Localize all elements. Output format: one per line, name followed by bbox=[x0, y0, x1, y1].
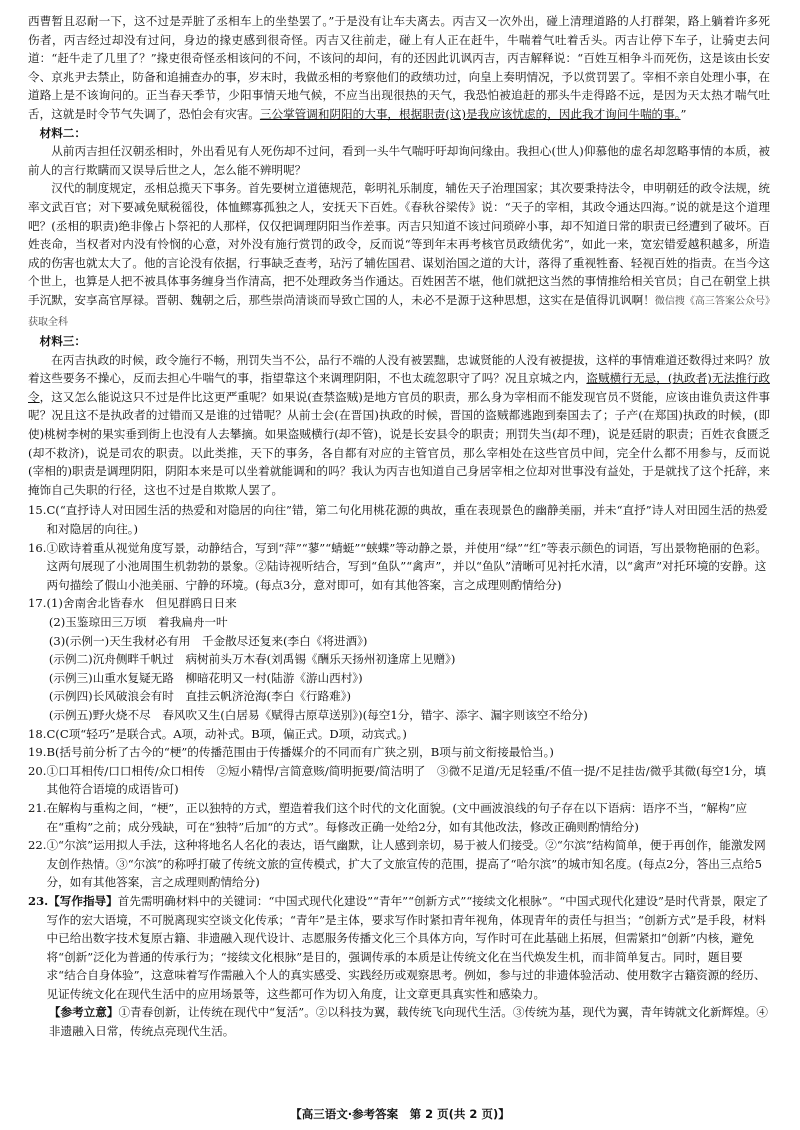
passage-three bbox=[28, 332, 770, 499]
answer-21: 21.在解构与重构之间，“梗”，正以独特的方式，塑造着我们这个时代的文化面貌。(文中画波浪线的句子存在以下语病：语序不当，“解构”应在“重构”之前；成分残缺，可在“独特”后加“的方式”。每修改正确一处给2分，如有其他改法，修改正确则酌情给分) bbox=[28, 800, 748, 834]
material-two-para-2-text: 汉代的制度规定，丞相总揽天下事务。首先要树立道德规范，彰明礼乐制度，辅佐天子治理国家；其次要秉持法令，申明朝廷的政令法规，统率文武百官；对下要减免赋税徭役，体恤鳏寡孤独之人，安抚天下百姓。《春秋谷梁传》说：“天子的宰相，其政令通达四海。”说的就是这个道理吧？(丞相的职责)绝非像占卜祭祀的人那样，仅仅把调理阴阳当作差事。丙吉只知道不该过问琐碎小事，却不知道日常的职责已经遭到了破坏。百姓丧命，当权者对内没有怜悯的心意，对外没有施行赏罚的政令，反而说“等到年末再考核官员政绩优劣”，如此一来，宽宏错爱越积越多，所造成的伤害也就太大了。他的言论没有依据，行事缺乏查考，玷污了辅佐国君、谋划治国之道的大计，落得了重视牲畜、轻视百姓的指责。在当今这个世上，也算是人把不被具体事务缠身当作清高，把不处理政务当作通达。百姓困苦不堪，他们就把这当然的事情推给相关官员；自己在朝堂上拱手沉默，安享高官厚禄。晋朝、魏朝之后，那些崇尚清谈而导致亡国的人，未必不是源于这种思想，这实在是值得讥讽啊！ bbox=[28, 181, 771, 307]
answer-16: 16.①欧诗着重从视觉角度写景，动静结合，写到“萍”“蓼”“蜻蜓”“蛱蝶”等动静之景，并使用“绿”“红”等表示颜色的词语，写出景物艳丽的色彩。这两句展现了小池周围生机勃勃的景象。②陆诗视听结合，写到“鱼队”“禽声”，并以“鱼队”清晰可见衬托水清，以“禽声”对托环境的安静。这两句描绘了假山小池美丽、宁静的环境。(每点3分，意对即可，如有其他答案，言之成理则酌情给分) bbox=[28, 540, 767, 592]
reference-theme bbox=[28, 1003, 770, 1040]
watermark-text: 微信搜《高三答案公众号》获取全科 bbox=[28, 295, 770, 328]
answer-23 bbox=[28, 892, 770, 1004]
material-three-title: 材料三： bbox=[39, 334, 86, 349]
answer-19: 19.B(括号前分析了古今的“梗”的传播范围由于传播媒介的不同而有广狭之别，B项与前文衔接最恰当。) bbox=[28, 745, 554, 760]
answer-15: 15.C(“直抒诗人对田园生活的热爱和对隐居的向往”错，第二句化用桃花源的典故，重在表现景色的幽静美丽，并未“直抒”诗人对田园生活的热爱和对隐居的向往。) bbox=[28, 503, 768, 537]
reference-theme-label: 【参考立意】 bbox=[48, 1005, 119, 1020]
material-three-underlined: 盗贼横行无忌，(执政者)无法推行政令 bbox=[28, 371, 770, 404]
answer-20: 20.①口耳相传/口口相传/众口相传 ②短小精悍/言简意赅/简明扼要/简洁明了 ③微不足道/无足轻重/不值一提/不足挂齿/微乎其微(每空1分，填其他符合语境的成语皆可) bbox=[28, 763, 766, 797]
material-three-para bbox=[28, 351, 770, 500]
answer-17-1: 17.(1)舍南舍北皆春水 但见群鸥日日来 bbox=[28, 596, 237, 611]
material-three-text-a: 在丙吉执政的时候，政令施行不畅，刑罚失当不公，品行不端的人没有被罢黜，忠诚贤能的人没有被提拔，这样的事情难道还数得过来吗？放着这些要务不操心，反而去担心牛喘气的事，指望靠这个来调理阴阳，不也太疏忽职守了吗？况且京城之内， bbox=[28, 352, 771, 386]
answer-key bbox=[28, 501, 770, 1040]
material-three-text-b: ，这又怎么能说这只不过是件比这更严重呢？如果说(查禁盗贼)是地方官员的职责，那么身为宰相而不能发现官员不贤能，应该由谁负责这件事呢？况且这不是执政者的过错而又是谁的过错呢？从前士会(在晋国)执政的时候，晋国的盗贼都逃跑到秦国去了；子产(在郑国)执政的时候，(即使)桃树李树的果实垂到街上也没有人去攀摘。如果盗贼横行(却不管)，说是长安县令的职责；刑罚失当(却不理)，说是廷尉的职责；百姓衣食匮乏(却不救济)，说是司农的职责。以此类推，天下的事务，各自都有对应的主管官员，那么宰相处在这些官员中间，完全什么都不用参与，反而说(宰相的)职责是调理阴阳，阴阳本来是可以坐着就能调和的吗？我认为丙吉也知道自己身居宰相之位却对世事没有益处，于是就找了这个托辞，来掩饰自己失职的行径，这也不过是自欺欺人罢了。 bbox=[28, 389, 770, 497]
passage-one-text bbox=[28, 12, 770, 124]
passage-two bbox=[28, 124, 770, 333]
answer-17-3-example-4: (示例四)长风破浪会有时 直挂云帆济沧海(李白《行路难》) bbox=[48, 689, 352, 704]
answer-17-3: (3)(示例一)天生我材必有用 千金散尽还复来(李白《将进酒》) bbox=[48, 633, 368, 648]
material-two-title: 材料二： bbox=[39, 125, 86, 140]
page-footer: 【高三语文·参考答案 第 2 页(共 2 页)】 bbox=[290, 1107, 510, 1121]
passage-one bbox=[28, 12, 770, 124]
reference-theme-text: ①青春创新，让传统在现代中“复活”。②以科技为翼，载传统飞向现代生活。③传统为基，现代为翼，青年铸就文化新辉煌。④非遗融入日常，传统点亮现代生活。 bbox=[48, 1005, 768, 1039]
answer-17-2: (2)玉鉴琼田三万顷 着我扁舟一叶 bbox=[48, 615, 228, 629]
answer-17-3-example-5: (示例五)野火烧不尽 春风吹又生(白居易《赋得古原草送别》)(每空1分，错字、添字、漏字则该空不给分) bbox=[48, 707, 588, 722]
writing-guide-label: 23.【写作指导】 bbox=[28, 893, 118, 908]
writing-guide-text: 首先需明确材料中的关键词：“中国式现代化建设”“青年”“创新方式”“接续文化根脉”。“中国式现代化建设”是时代背景，限定了写作的宏大语境，不可脱离现实空谈文化传承；“青年”是主体，要求写作时紧扣青年视角，体现青年的责任与担当；“创新方式”是手段，材料中已给出数字技术复原古籍、非遗融入现代设计、志愿服务传播文化三个具体方向，写作时可在此基础上拓展，但需紧扣“创新”内核，避免将“创新”泛化为普通的传承行为；“接续文化根脉”是目的，强调传承的本质是让传统文化在当代焕发生机，而非简单复古。同时，题目要求“结合自身体验”，这意味着写作需融入个人的真实感受、实践经历或观察思考。例如，参与过的非遗体验活动、使用数字古籍资源的经历、见证传统文化在现代生活中的应用场景等，这些都可作为切入角度，让文章更具真实性和感染力。 bbox=[46, 893, 769, 1001]
passage-one-body: 西曹暂且忍耐一下，这不过是弄脏了丞相车上的坐垫罢了。”于是没有让车夫离去。丙吉又一次外出，碰上清理道路的人打群架，路上躺着许多死伤者，丙吉经过却没有过问，身边的掾吏感到很奇怪。丙吉又往前走，碰上有人正在赶牛，牛喘着气吐着舌头。丙吉让停下车子，让骑吏去问道：“赶牛走了几里了？”掾吏很奇怪丞相该问的不问，不该问的却问，有的还因此讥讽丙吉，丙吉解释说：“百姓互相争斗而死伤，这是该由长安令、京兆尹去禁止，防备和追捕查办的事，岁末时，我做丞相的考察他们的政绩功过，向皇上奏明情况，予以赏罚罢了。宰相不亲自处理小事，在道路上是不该询问的。正当春天季节，少阳事情天地气候，不应当出现很热的天气，我恐怕被追赶的那头牛走得路不远，是因为天太热才喘气吐舌，这就是时令节气失调了，恐怕会有灾害。 bbox=[28, 14, 771, 121]
material-two-para-2 bbox=[28, 179, 770, 332]
answer-18: 18.C(C项“轻巧”是联合式。A项，动补式。B项，偏正式。D项，动宾式。) bbox=[28, 726, 407, 741]
closing-quote: ” bbox=[680, 106, 687, 121]
answer-17-3-example-3: (示例三)山重水复疑无路 柳暗花明又一村(陆游《游山西村》) bbox=[48, 670, 363, 685]
material-two-para-1: 从前丙吉担任汉朝丞相时，外出看见有人死伤却不过问，看到一头牛气喘吁吁却询问缘由。我担心(世人)仰慕他的虚名却忽略事情的本质，被前人的言行欺瞒而又误导后世之人，怎么能不辨明呢？ bbox=[28, 144, 770, 177]
answer-22: 22.①“尔滨”运用拟人手法，这种将地名人名化的表达，语气幽默，让人感到亲切，易于被人们接受。②“尔滨”结构简单，便于再创作，能激发网友创作热情。③“尔滨”的称呼打破了传统文旅的宣传模式，扩大了文旅宣传的范围，提高了“哈尔滨”的城市知名度。(每点2分，答出三点给5分，如有其他答案，言之成理则酌情给分) bbox=[28, 838, 766, 890]
answer-17-3-example-2: (示例二)沉舟侧畔千帆过 病树前头万木春(刘禹锡《酬乐天扬州初逢席上见赠》) bbox=[48, 652, 456, 667]
underlined-sentence: 三公掌管调和阴阳的大事，根据职责(这)是我应该忧虑的，因此我才询问牛喘的事。 bbox=[259, 106, 681, 121]
